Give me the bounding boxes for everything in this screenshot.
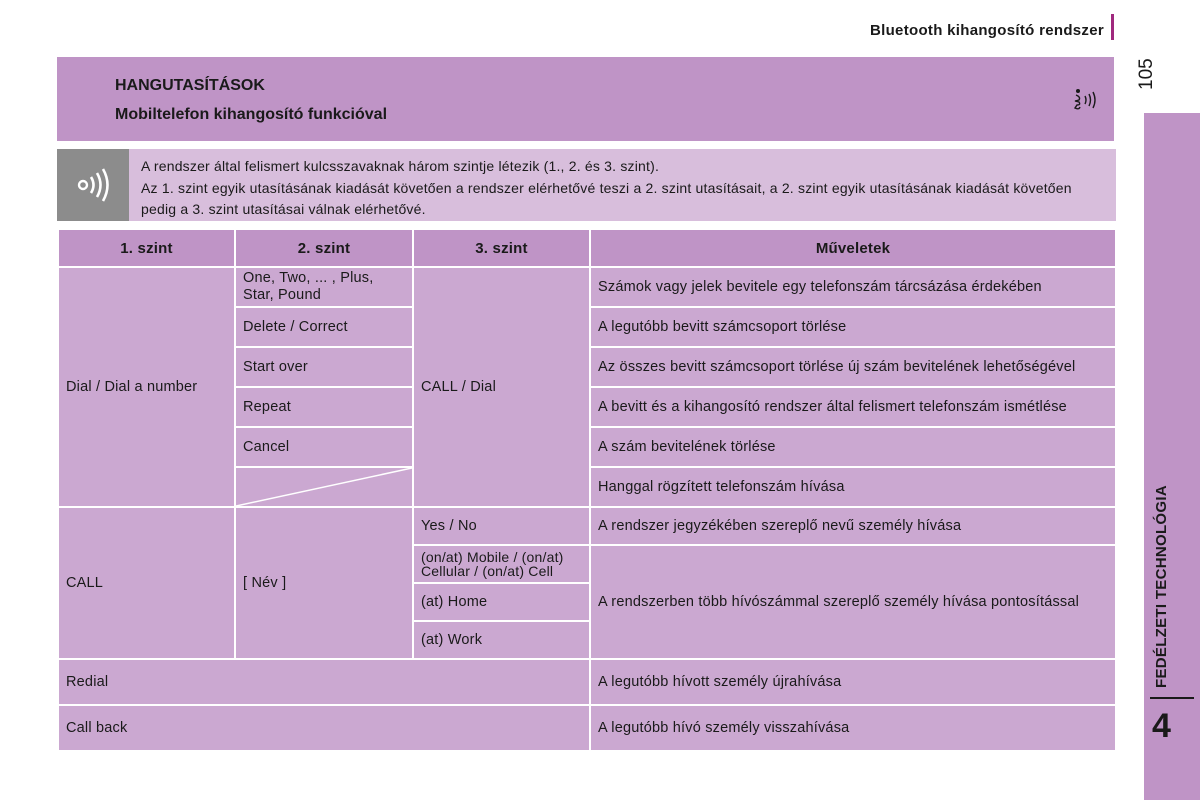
section-title-box	[57, 57, 1114, 141]
table-row	[58, 659, 1116, 705]
dial-action-cell: A szám bevitelének törlése	[590, 427, 1116, 467]
header-actions: Műveletek	[590, 229, 1116, 267]
dial-level2-cell: Repeat	[235, 387, 413, 427]
voice-command-icon	[1070, 87, 1100, 115]
diagonal-line	[236, 468, 412, 506]
page-number-text: 105	[1136, 58, 1157, 90]
call-action-cell: A rendszer jegyzékében szereplő nevű személy hívása	[590, 507, 1116, 545]
redial-action-cell: A legutóbb hívott személy újrahívása	[590, 659, 1116, 705]
dial-level2-cell: Start over	[235, 347, 413, 387]
info-box	[57, 149, 1116, 221]
dial-action-cell: Hanggal rögzített telefonszám hívása	[590, 467, 1116, 507]
call-level3-cell: (at) Work	[413, 621, 590, 659]
speaker-sound-icon	[75, 167, 113, 203]
header-level1: 1. szint	[58, 229, 235, 267]
call-level3-cell: Yes / No	[413, 507, 590, 545]
call-level3-cell: (at) Home	[413, 583, 590, 621]
dial-level2-cell: Cancel	[235, 427, 413, 467]
dial-action-cell: Számok vagy jelek bevitele egy telefonszám tárcsázása érdekében	[590, 267, 1116, 307]
header-accent-bar	[1111, 14, 1114, 40]
dial-level1-cell: Dial / Dial a number	[58, 267, 235, 507]
table-row	[58, 507, 1116, 545]
header-level2: 2. szint	[235, 229, 413, 267]
dial-level3-cell: CALL / Dial	[413, 267, 590, 507]
chapter-number: 4	[1152, 707, 1171, 745]
section-title: HANGUTASÍTÁSOK	[115, 77, 265, 94]
empty-diagonal-cell	[235, 467, 413, 507]
header-level3: 3. szint	[413, 229, 590, 267]
info-icon-panel	[57, 149, 129, 221]
page-number	[1138, 60, 1168, 96]
dial-level2-cell: Delete / Correct	[235, 307, 413, 347]
table-header-row	[58, 229, 1116, 267]
table-row	[58, 267, 1116, 307]
info-text	[141, 156, 1111, 221]
dial-action-cell: A legutóbb bevitt számcsoport törlése	[590, 307, 1116, 347]
section-subtitle: Mobiltelefon kihangosító funkcióval	[115, 106, 388, 123]
chapter-divider	[1150, 697, 1194, 699]
callback-level1-cell: Call back	[58, 705, 590, 751]
info-line-1: A rendszer által felismert kulcsszavaknak három szintje létezik (1., 2. és 3. szint).	[141, 158, 660, 174]
page-header-title: Bluetooth kihangosító rendszer	[869, 22, 1104, 39]
info-line-2: Az 1. szint egyik utasításának kiadását követően a rendszer elérhetővé teszi a 2. szint utasításait, a 2. szint egyik utasításának kiadását követően pedig a 3. szint utasításai válnak elérhetővé.	[141, 179, 1072, 217]
dial-action-cell: Az összes bevitt számcsoport törlése új szám bevitelének lehetőségével	[590, 347, 1116, 387]
table-row	[58, 705, 1116, 751]
voice-commands-table	[57, 228, 1117, 752]
call-action-cell: A rendszerben több hívószámmal szereplő személy hívása pontosítással	[590, 545, 1116, 659]
call-level2-cell: [ Név ]	[235, 507, 413, 659]
call-level1-cell: CALL	[58, 507, 235, 659]
dial-action-cell: A bevitt és a kihangosító rendszer által felismert telefonszám ismétlése	[590, 387, 1116, 427]
chapter-side-label: FEDÉLZETI TECHNOLÓGIA	[1153, 485, 1170, 688]
redial-level1-cell: Redial	[58, 659, 590, 705]
dial-level2-cell: One, Two, ... , Plus, Star, Pound	[235, 267, 413, 307]
callback-action-cell: A legutóbb hívó személy visszahívása	[590, 705, 1116, 751]
call-level3-cell: (on/at) Mobile / (on/at) Cellular / (on/at) Cell	[413, 545, 590, 583]
